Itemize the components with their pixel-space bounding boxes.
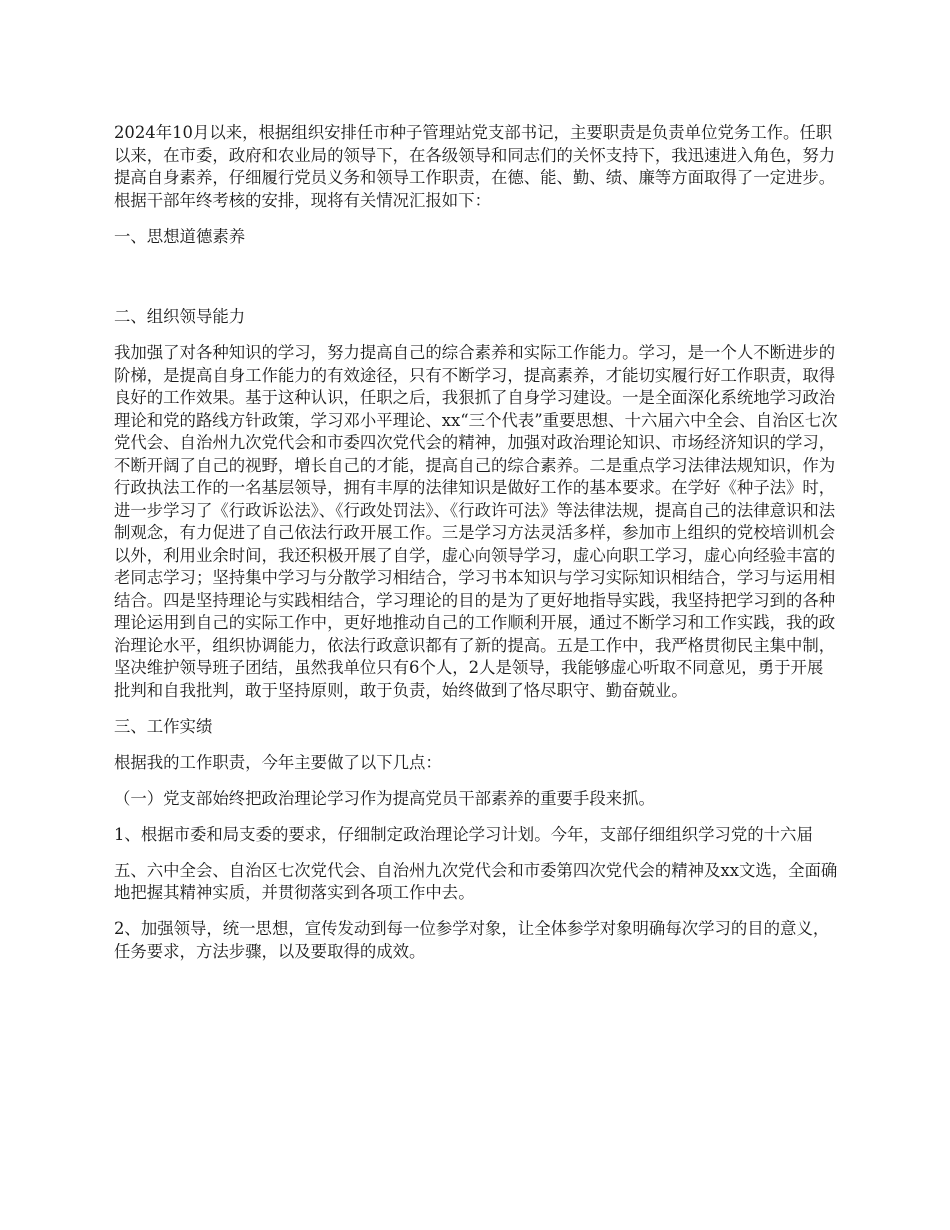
body-paragraph: 五、六中全会、自治区七次党代会、自治州九次党代会和市委第四次党代会的精神及xx文选，全面确地把握其精神实质，并贯彻落实到各项工作中去。 [114,860,838,902]
body-paragraph: （一）党支部始终把政治理论学习作为提高党员干部素养的重要手段来抓。 [114,788,655,808]
body-paragraph: 2、加强领导，统一思想，宣传发动到每一位参学对象，让全体参学对象明确每次学习的目的意义，任务要求，方法步骤，以及要取得的成效。 [114,919,830,961]
intro-paragraph: 2024年10月以来，根据组织安排任市种子管理站党支部书记，主要职责是负责单位党务工作。任职以来，在市委，政府和农业局的领导下，在各级领导和同志们的关怀支持下，我迅速进入角色，努力提高自身素养，仔细履行党员义务和领导工作职责，在德、能、勤、绩、廉等方面取得了一定进步。根据干部年终考核的安排，现将有关情况汇报如下： [114,123,836,210]
body-paragraph: 我加强了对各种知识的学习，努力提高自己的综合素养和实际工作能力。学习，是一个人不断进步的阶梯，是提高自身工作能力的有效途径，只有不断学习，提高素养，才能切实履行好工作职责，取得良好的工作效果。基于这种认识，任职之后，我狠抓了自身学习建设。一是全面深化系统地学习政治理论和党的路线方针政策，学习邓小平理论、xx“三个代表”重要思想、十六届六中全会、自治区七次党代会、自治州九次党代会和市委四次党代会的精神，加强对政治理论知识、市场经济知识的学习，不断开阔了自己的视野，增长自己的才能，提高自己的综合素养。二是重点学习法律法规知识，作为行政执法工作的一名基层领导，拥有丰厚的法律知识是做好工作的基本要求。在学好《种子法》时，进一步学习了《行政诉讼法》、《行政处罚法》、《行政许可法》等法律法规，提高自己的法律意识和法制观念，有力促进了自己依法行政开展工作。三是学习方法灵活多样，参加市上组织的党校培训机会以外，利用业余时间，我还积极开展了自学，虚心向领导学习，虚心向职工学习，虚心向经验丰富的老同志学习；坚持集中学习与分散学习相结合，学习书本知识与学习实际知识相结合，学习与运用相结合。四是坚持理论与实践相结合，学习理论的目的是为了更好地指导实践，我坚持把学习到的各种理论运用到自己的实际工作中，更好地推动自己的工作顺利开展，通过不断学习和工作实践，我的政治理论水平，组织协调能力，依法行政意识都有了新的提高。五是工作中，我严格贯彻民主集中制，坚决维护领导班子团结，虽然我单位只有6个人，2人是领导，我能够虚心听取不同意见，勇于开展批判和自我批判，敢于坚持原则，敢于负责，始终做到了恪尽职守、勤奋兢业。 [114,343,838,700]
document-page [114,122,838,977]
body-paragraph: 1、根据市委和局支委的要求，仔细制定政治理论学习计划。今年，支部仔细组织学习党的十六届 [114,824,813,844]
section-heading-1: 一、思想道德素养 [114,226,246,246]
body-paragraph: 根据我的工作职责，今年主要做了以下几点： [114,752,442,772]
section-heading-3: 三、工作实绩 [114,716,213,736]
section-heading-2: 二、组织领导能力 [114,307,246,326]
